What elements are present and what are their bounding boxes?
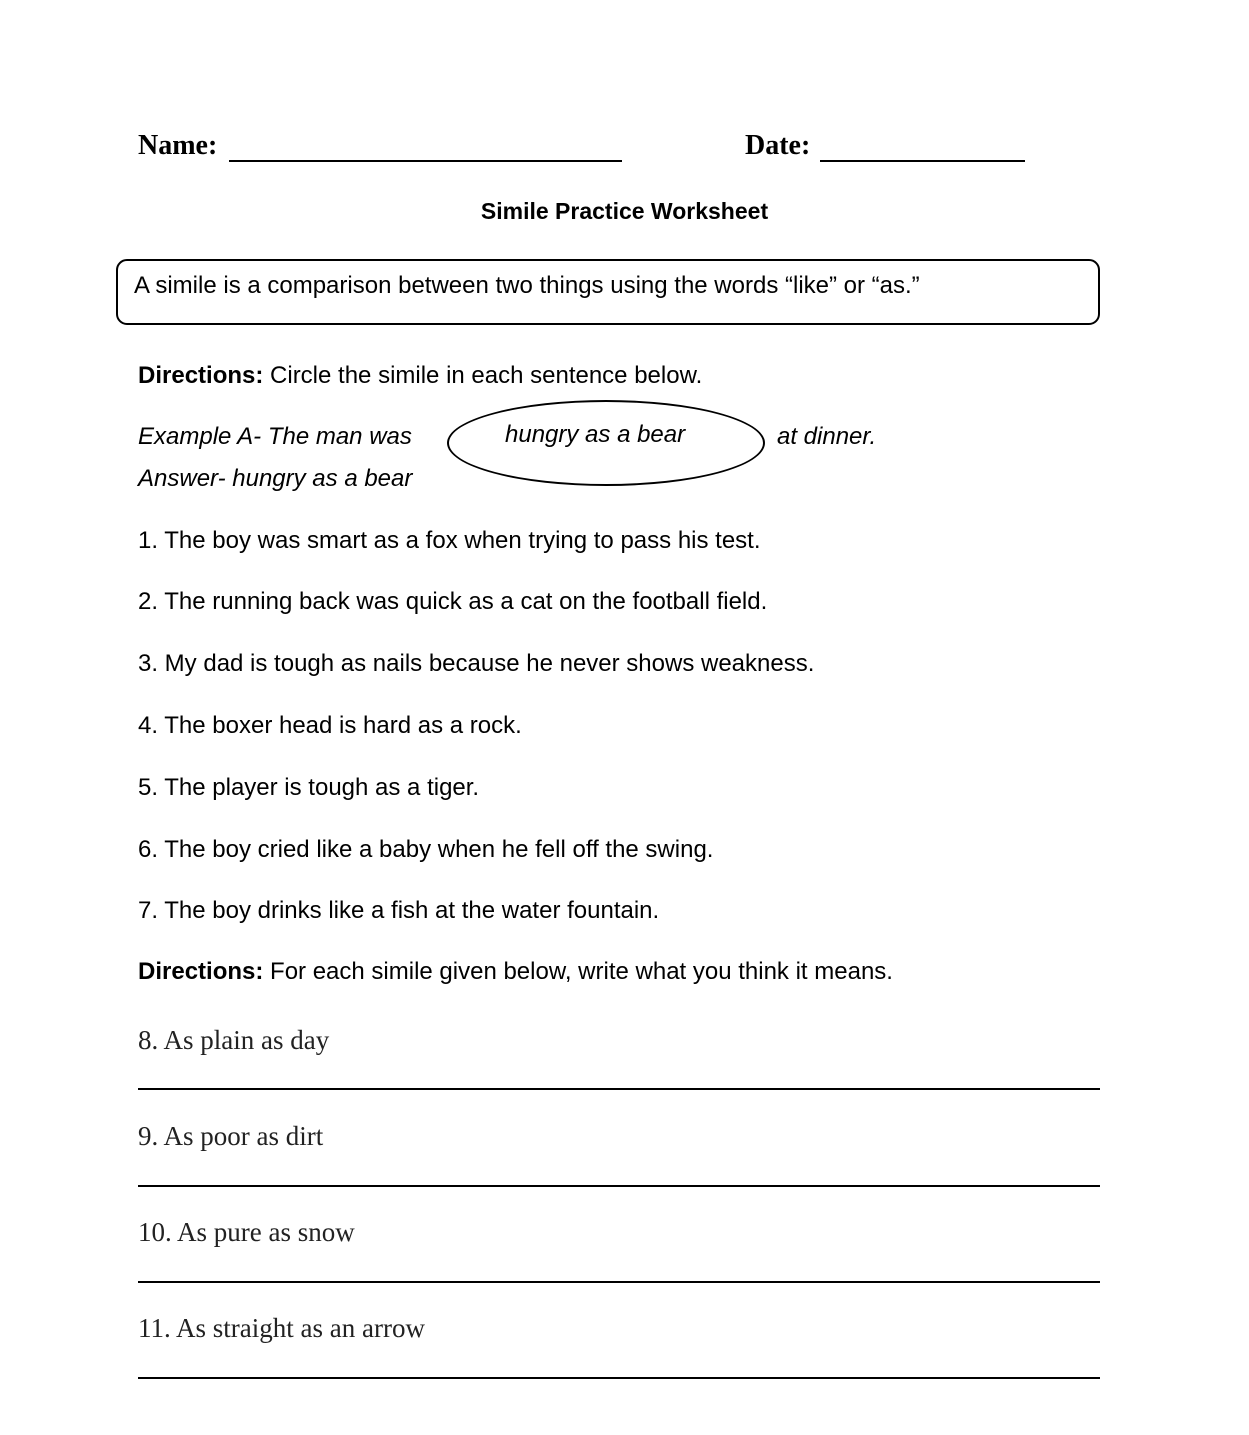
directions-circle [138, 362, 702, 390]
worksheet-title: Simile Practice Worksheet [480, 198, 769, 224]
name-label: Name: [138, 130, 218, 161]
name-blank-line[interactable] [229, 160, 622, 162]
directions-text: For each simile given below, write what you think it means. [263, 958, 893, 985]
date-label: Date: [745, 130, 811, 161]
answer-line[interactable] [138, 1185, 1100, 1187]
answer-line[interactable] [138, 1377, 1100, 1379]
definition-text: A simile is a comparison between two things using the words “like” or “as.” [134, 272, 920, 299]
answer-line[interactable] [138, 1281, 1100, 1283]
sentence-item[interactable]: 7. The boy drinks like a fish at the water fountain. [138, 897, 660, 924]
example-answer: Answer- hungry as a bear [138, 465, 413, 492]
example-circled-simile: hungry as a bear [505, 421, 686, 448]
sentence-item[interactable]: 3. My dad is tough as nails because he never shows weakness. [138, 650, 815, 677]
question-item: 9. As poor as dirt [138, 1121, 324, 1151]
question-item: 10. As pure as snow [138, 1217, 355, 1247]
example-suffix: at dinner. [777, 423, 877, 450]
directions-label: Directions: [138, 362, 264, 389]
sentence-item[interactable]: 6. The boy cried like a baby when he fell off the swing. [138, 836, 714, 863]
directions-label: Directions: [138, 958, 264, 985]
question-item: 11. As straight as an arrow [138, 1313, 425, 1343]
example-prefix: Example A- The man was [138, 423, 412, 450]
question-item: 8. As plain as day [138, 1025, 330, 1055]
sentence-item[interactable]: 5. The player is tough as a tiger. [138, 774, 480, 801]
directions-text: Circle the simile in each sentence below. [263, 362, 703, 389]
answer-line[interactable] [138, 1088, 1100, 1090]
date-blank-line[interactable] [820, 160, 1025, 162]
sentence-item[interactable]: 2. The running back was quick as a cat on the football field. [138, 588, 768, 615]
sentence-item[interactable]: 4. The boxer head is hard as a rock. [138, 712, 522, 739]
sentence-item[interactable]: 1. The boy was smart as a fox when trying to pass his test. [138, 527, 761, 554]
directions-meaning [138, 958, 893, 986]
